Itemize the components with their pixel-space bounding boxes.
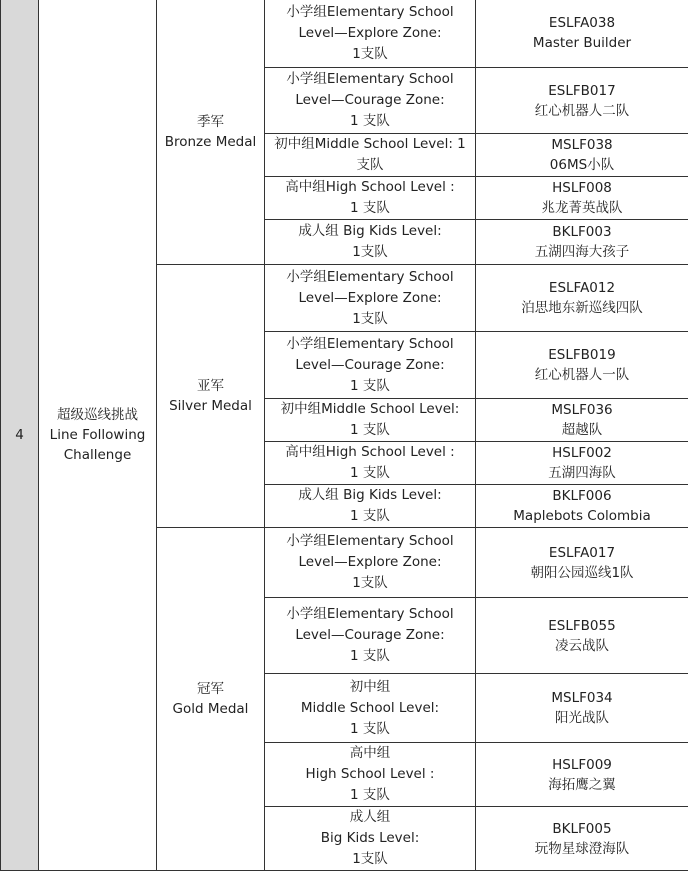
level-line: 1 支队 <box>265 463 475 484</box>
competition-name-en-line2: Challenge <box>39 445 156 465</box>
level-cell <box>265 265 476 332</box>
level-line: High School Level : <box>265 764 475 785</box>
level-line: 1 支队 <box>265 111 475 132</box>
level-line: 1支队 <box>265 309 475 330</box>
level-line: Level—Explore Zone: <box>265 23 475 44</box>
team-name: 兆龙菁英战队 <box>476 198 688 218</box>
level-cell <box>265 807 476 871</box>
level-cell <box>265 598 476 674</box>
level-line: 支队 <box>265 155 475 176</box>
level-line: 1 支队 <box>265 785 475 806</box>
team-code: MSLF038 <box>476 135 688 155</box>
level-line: 小学组Elementary School <box>265 604 475 625</box>
team-code: BKLF005 <box>476 819 688 839</box>
table-row <box>1 0 688 68</box>
award-title-cn: 亚军 <box>157 376 264 396</box>
team-code: ESLFB019 <box>476 345 688 365</box>
team-name: 凌云战队 <box>476 636 688 656</box>
level-line: 1支队 <box>265 242 475 263</box>
team-name: 红心机器人二队 <box>476 101 688 121</box>
team-cell <box>476 220 688 265</box>
team-cell <box>476 485 688 528</box>
level-cell <box>265 177 476 220</box>
team-name: Master Builder <box>476 33 688 53</box>
team-cell <box>476 332 688 399</box>
award-title-cn: 冠军 <box>157 679 264 699</box>
row-number: 4 <box>15 427 24 443</box>
level-line: Middle School Level: <box>265 698 475 719</box>
level-line: 1 支队 <box>265 198 475 219</box>
level-line: 初中组Middle School Level: 1 <box>265 134 475 155</box>
team-cell <box>476 0 688 68</box>
level-cell <box>265 743 476 807</box>
level-line: 小学组Elementary School <box>265 334 475 355</box>
level-line: 1支队 <box>265 44 475 65</box>
level-cell <box>265 485 476 528</box>
team-cell <box>476 674 688 743</box>
team-code: BKLF006 <box>476 486 688 506</box>
team-name: 06MS小队 <box>476 155 688 175</box>
team-cell <box>476 743 688 807</box>
team-cell <box>476 598 688 674</box>
award-title-en: Silver Medal <box>157 396 264 416</box>
team-code: BKLF003 <box>476 222 688 242</box>
competition-name-cn: 超级巡线挑战 <box>39 405 156 425</box>
team-cell <box>476 399 688 442</box>
level-line: 高中组High School Level : <box>265 177 475 198</box>
level-line: 1支队 <box>265 849 475 870</box>
level-cell <box>265 674 476 743</box>
level-cell <box>265 442 476 485</box>
team-code: HSLF009 <box>476 755 688 775</box>
award-title-en: Bronze Medal <box>157 132 264 152</box>
level-line: 成人组 Big Kids Level: <box>265 221 475 242</box>
level-line: 1 支队 <box>265 719 475 740</box>
team-cell <box>476 68 688 134</box>
award-cell-gold <box>157 528 265 871</box>
team-code: HSLF002 <box>476 443 688 463</box>
team-cell <box>476 265 688 332</box>
team-code: HSLF008 <box>476 178 688 198</box>
team-name: 玩物星球澄海队 <box>476 839 688 859</box>
team-code: ESLFA012 <box>476 278 688 298</box>
level-line: 1 支队 <box>265 646 475 667</box>
level-line: 1 支队 <box>265 506 475 527</box>
level-cell <box>265 399 476 442</box>
team-name: 超越队 <box>476 420 688 440</box>
level-cell <box>265 528 476 598</box>
level-line: Level—Explore Zone: <box>265 288 475 309</box>
team-name: 泊思地东新巡线四队 <box>476 298 688 318</box>
level-line: 1 支队 <box>265 420 475 441</box>
row-number-cell <box>1 0 39 871</box>
level-line: 高中组High School Level : <box>265 442 475 463</box>
level-cell <box>265 134 476 177</box>
team-code: MSLF036 <box>476 400 688 420</box>
competition-name-en-line1: Line Following <box>39 425 156 445</box>
team-name: 红心机器人一队 <box>476 365 688 385</box>
team-name: 阳光战队 <box>476 708 688 728</box>
level-line: 成人组 <box>265 807 475 828</box>
level-line: 小学组Elementary School <box>265 2 475 23</box>
level-line: 1 支队 <box>265 376 475 397</box>
level-line: 小学组Elementary School <box>265 267 475 288</box>
level-cell <box>265 332 476 399</box>
competition-cell <box>39 0 157 871</box>
team-name: Maplebots Colombia <box>476 506 688 526</box>
level-line: 成人组 Big Kids Level: <box>265 485 475 506</box>
team-cell <box>476 807 688 871</box>
level-line: Big Kids Level: <box>265 828 475 849</box>
team-cell <box>476 442 688 485</box>
team-cell <box>476 134 688 177</box>
level-line: 小学组Elementary School <box>265 531 475 552</box>
team-code: MSLF034 <box>476 688 688 708</box>
award-cell-bronze <box>157 0 265 265</box>
level-cell <box>265 68 476 134</box>
team-code: ESLFB017 <box>476 81 688 101</box>
award-cell-silver <box>157 265 265 528</box>
level-line: 初中组 <box>265 677 475 698</box>
team-name: 朝阳公园巡线1队 <box>476 563 688 583</box>
level-cell <box>265 220 476 265</box>
award-title-cn: 季军 <box>157 112 264 132</box>
level-line: Level—Courage Zone: <box>265 355 475 376</box>
team-code: ESLFA017 <box>476 543 688 563</box>
team-name: 五湖四海大孩子 <box>476 242 688 262</box>
level-line: 小学组Elementary School <box>265 69 475 90</box>
level-line: 1支队 <box>265 573 475 594</box>
level-line: 初中组Middle School Level: <box>265 399 475 420</box>
team-code: ESLFA038 <box>476 13 688 33</box>
level-line: Level—Courage Zone: <box>265 625 475 646</box>
team-code: ESLFB055 <box>476 616 688 636</box>
team-name: 五湖四海队 <box>476 463 688 483</box>
team-name: 海拓鹰之翼 <box>476 775 688 795</box>
level-cell <box>265 0 476 68</box>
award-title-en: Gold Medal <box>157 699 264 719</box>
level-line: 高中组 <box>265 743 475 764</box>
level-line: Level—Courage Zone: <box>265 90 475 111</box>
team-cell <box>476 528 688 598</box>
team-cell <box>476 177 688 220</box>
level-line: Level—Explore Zone: <box>265 552 475 573</box>
